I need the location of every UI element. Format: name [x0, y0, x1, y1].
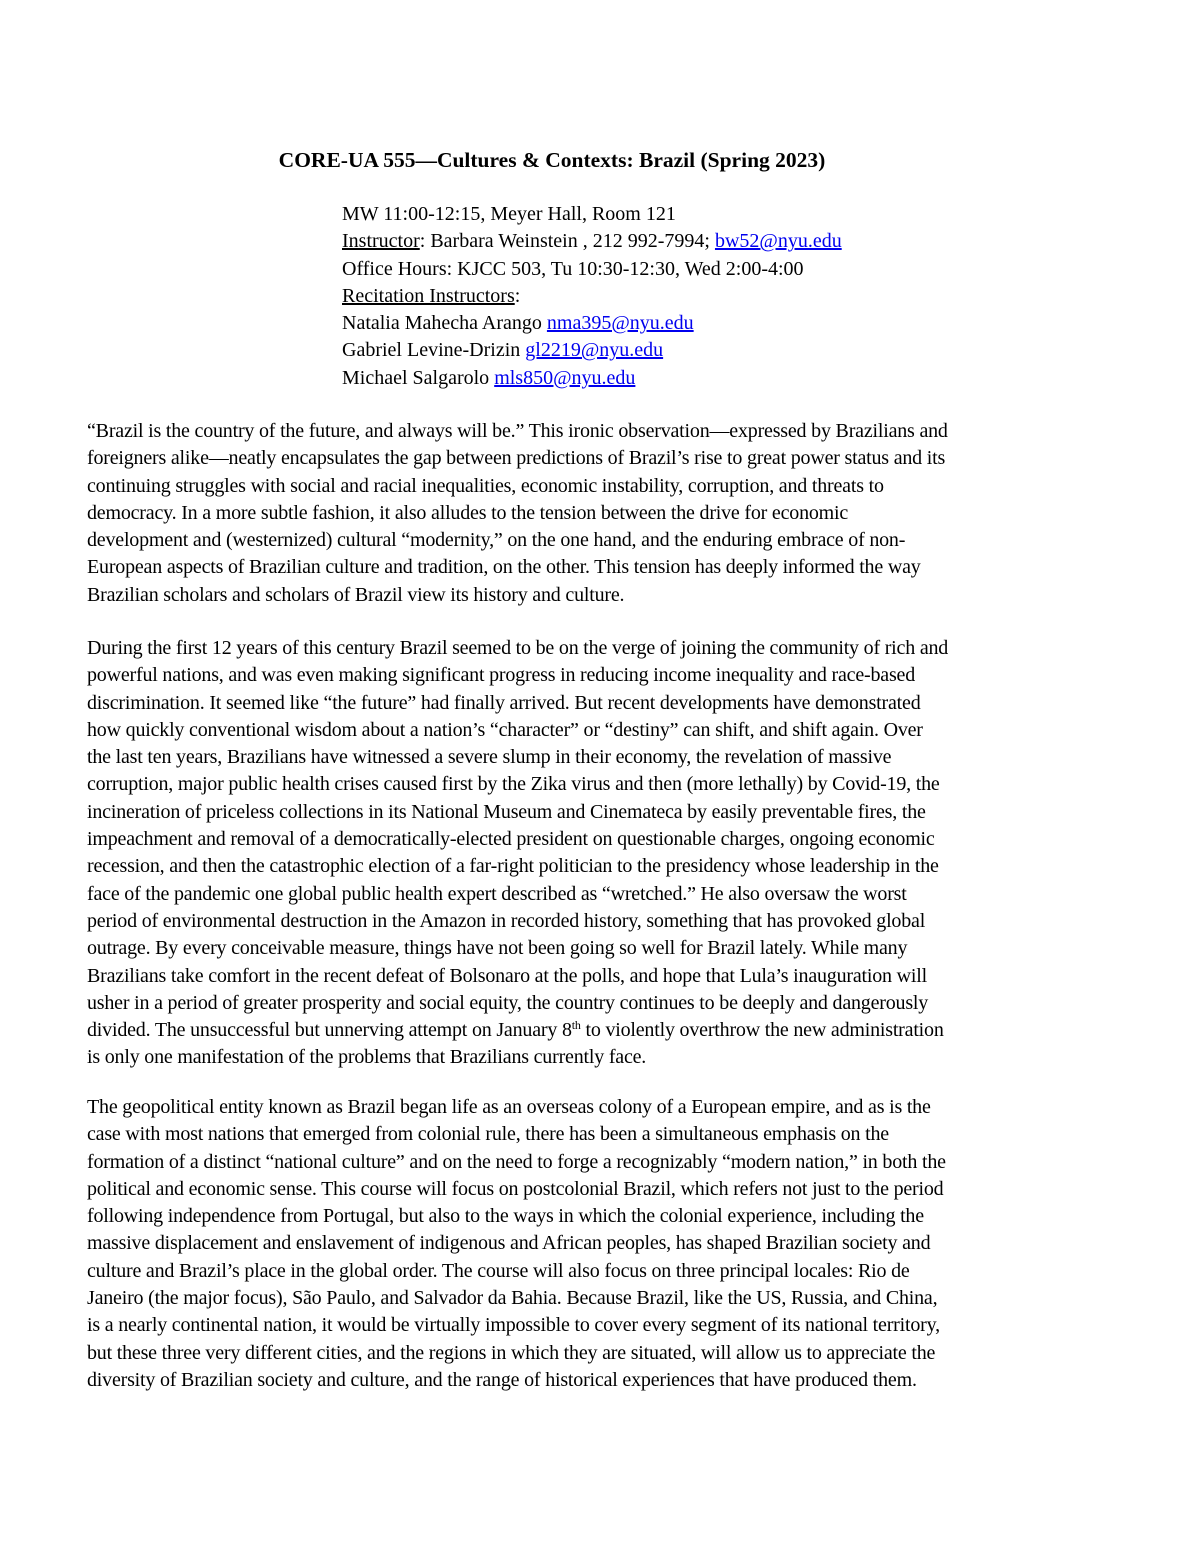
page-title: CORE-UA 555—Cultures & Contexts: Brazil (Spring 2023): [278, 148, 826, 172]
instructor-email-link[interactable]: bw52@nyu.edu: [714, 230, 842, 253]
instructor-line: [342, 228, 842, 255]
paragraph-line: face of the pandemic one global public health expert described as “wretched.” He also oversaw the worst: [87, 882, 907, 905]
paragraph-line: diversity of Brazilian society and culture, and the range of historical experiences that have produced them.: [87, 1368, 917, 1391]
paragraph-line: recession, and then the catastrophic election of a far-right politician to the presidency whose leadership in the: [87, 855, 939, 878]
recitation-email-link[interactable]: mls850@nyu.edu: [494, 366, 636, 389]
paragraph-line: The geopolitical entity known as Brazil began life as an overseas colony of a European empire, and as is the: [87, 1096, 931, 1118]
paragraph-line: Janeiro (the major focus), São Paulo, and Salvador da Bahia. Because Brazil, like the US, Russia, and China,: [87, 1287, 938, 1310]
recitation-email-link[interactable]: nma395@nyu.edu: [546, 312, 694, 335]
paragraph-line: During the first 12 years of this century Brazil seemed to be on the verge of joining the community of rich and: [87, 637, 949, 659]
paragraph-line: outrage. By every conceivable measure, things have not been going so well for Brazil lately. While many: [87, 937, 908, 960]
paragraph-line: but these three very different cities, and the regions in which they are situated, will allow us to appreciate the: [87, 1341, 936, 1364]
paragraph-line: massive displacement and enslavement of indigenous and African peoples, has shaped Brazilian society and: [87, 1232, 931, 1255]
schedule-line: MW 11:00-12:15, Meyer Hall, Room 121: [342, 203, 676, 225]
intro-paragraph: [87, 418, 1147, 609]
recitation-label: Recitation Instructors: [342, 284, 515, 307]
paragraph-line: is only one manifestation of the problems that Brazilians currently face.: [87, 1046, 647, 1069]
instructor-text: : Barbara Weinstein , 212 992-7994;: [419, 230, 715, 253]
paragraph-line: democracy. In a more subtle fashion, it also alludes to the tension between the drive for economic: [87, 501, 849, 524]
paragraph-line: “Brazil is the country of the future, and always will be.” This ironic observation—expressed by Brazilians and: [87, 420, 948, 442]
recitation-instructor: [342, 337, 842, 364]
paragraph-line: political and economic sense. This course will focus on postcolonial Brazil, which refers not just to the period: [87, 1177, 944, 1200]
paragraph-line: Brazilian scholars and scholars of Brazil view its history and culture.: [87, 583, 625, 606]
paragraph-line: impeachment and removal of a democratically-elected president on questionable charges, ongoing economic: [87, 828, 935, 851]
paragraph-line: foreigners alike—neatly encapsulates the gap between predictions of Brazil’s rise to great power status and its: [87, 447, 946, 470]
recitation-instructor: [342, 365, 842, 392]
paragraph-line: Brazilians take comfort in the recent defeat of Bolsonaro at the polls, and hope that Lula’s inauguration will: [87, 964, 927, 987]
recitation-email-link[interactable]: gl2219@nyu.edu: [525, 339, 664, 362]
paragraph-line: incineration of priceless collections in its National Museum and Cinemateca by easily preventable fires, the: [87, 800, 926, 823]
paragraph-line: following independence from Portugal, but also to the ways in which the colonial experience, including the: [87, 1205, 924, 1228]
paragraph-line: divided. The unsuccessful but unnerving attempt on January 8th to violently overthrow the new administration: [87, 1018, 944, 1042]
office-hours-line: Office Hours: KJCC 503, Tu 10:30-12:30, Wed 2:00-4:00: [342, 257, 804, 280]
paragraph-line: European aspects of Brazilian culture and tradition, on the other. This tension has deeply informed the way: [87, 556, 921, 579]
paragraph-line: powerful nations, and was even making significant progress in reducing income inequality and race-based: [87, 664, 916, 687]
paragraph-line: is a nearly continental nation, it would be virtually impossible to cover every segment of its national territory,: [87, 1314, 940, 1337]
paragraph-line: corruption, major public health crises caused first by the Zika virus and then (more lethally) by Covid-19, the: [87, 773, 940, 796]
recitation-instructor-name: Gabriel Levine-Drizin: [342, 339, 526, 362]
recitation-label-line: Recitation Instructors:: [342, 284, 521, 307]
paragraph-line: continuing struggles with social and racial inequalities, economic instability, corruption, and threats to: [87, 474, 884, 497]
course-info-block: [342, 201, 842, 392]
paragraph-line: formation of a distinct “national culture” and on the need to forge a recognizably “modern nation,” in both the: [87, 1150, 946, 1173]
paragraph-line: discrimination. It seemed like “the future” had finally arrived. But recent developments have demonstrated: [87, 691, 921, 714]
paragraph-line: case with most nations that emerged from colonial rule, there has been a simultaneous emphasis on the: [87, 1123, 889, 1146]
paragraph-line: culture and Brazil’s place in the global order. The course will also focus on three principal locales: Rio de: [87, 1259, 910, 1282]
recitation-instructor: [342, 310, 842, 337]
paragraph-line: the last ten years, Brazilians have witnessed a severe slump in their economy, the revelation of massive: [87, 746, 892, 769]
recitation-instructor-name: Natalia Mahecha Arango: [342, 312, 547, 335]
paragraph-line: usher in a period of greater prosperity and social equity, the country continues to be deeply and dangerously: [87, 991, 929, 1014]
recitation-instructor-name: Michael Salgarolo: [342, 366, 495, 389]
paragraph-line: how quickly conventional wisdom about a nation’s “character” or “destiny” can shift, and shift again. Over: [87, 718, 923, 741]
ordinal-superscript: th: [571, 1018, 581, 1033]
recent-developments-paragraph: [87, 635, 1147, 1072]
course-focus-paragraph: [87, 1094, 1147, 1394]
paragraph-line: period of environmental destruction in the Amazon in recorded history, something that has provoked global: [87, 909, 926, 932]
paragraph-line: development and (westernized) cultural “modernity,” on the one hand, and the enduring embrace of non-: [87, 529, 906, 552]
instructor-label: Instructor: [342, 230, 420, 253]
